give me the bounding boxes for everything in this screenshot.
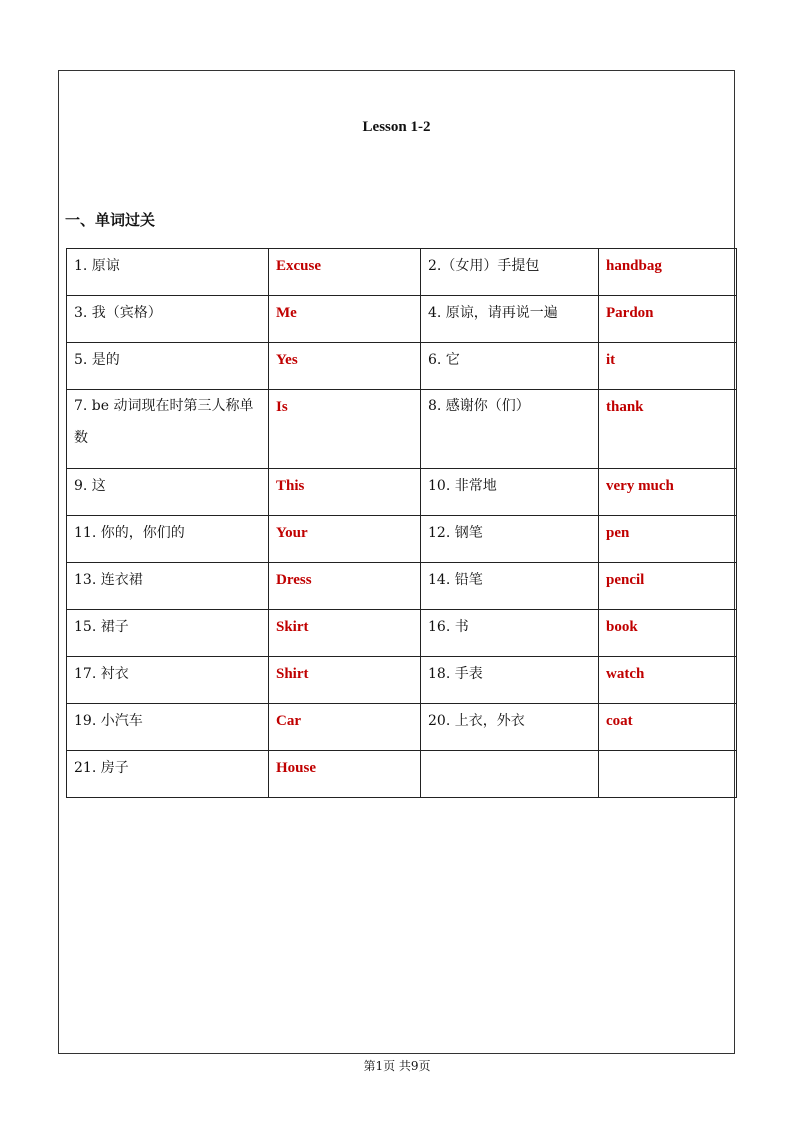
answer-cell: very much	[599, 469, 737, 516]
question-cell: 18. 手表	[421, 657, 599, 704]
answer-cell: Car	[269, 704, 421, 751]
question-cell: 16. 书	[421, 610, 599, 657]
page-footer: 第1页 共9页	[363, 1059, 431, 1073]
table-row	[67, 469, 737, 516]
question-cell: 3. 我（宾格）	[67, 296, 269, 343]
question-cell: 1. 原谅	[67, 249, 269, 296]
question-cell: 12. 钢笔	[421, 516, 599, 563]
table-row	[67, 751, 737, 798]
table-row	[67, 343, 737, 390]
table-row	[67, 657, 737, 704]
answer-cell: This	[269, 469, 421, 516]
table-row	[67, 610, 737, 657]
answer-cell: Your	[269, 516, 421, 563]
page-frame	[58, 70, 735, 1054]
question-cell: 17. 衬衣	[67, 657, 269, 704]
question-cell: 8. 感谢你（们）	[421, 390, 599, 469]
question-cell: 11. 你的，你们的	[67, 516, 269, 563]
answer-cell: pencil	[599, 563, 737, 610]
answer-cell: Pardon	[599, 296, 737, 343]
empty-cell	[421, 751, 599, 798]
answer-cell: coat	[599, 704, 737, 751]
question-cell: 9. 这	[67, 469, 269, 516]
empty-cell	[599, 751, 737, 798]
answer-cell: Me	[269, 296, 421, 343]
table-row	[67, 249, 737, 296]
answer-cell: Shirt	[269, 657, 421, 704]
question-cell: 6. 它	[421, 343, 599, 390]
answer-cell: Is	[269, 390, 421, 469]
answer-cell: watch	[599, 657, 737, 704]
table-row	[67, 704, 737, 751]
answer-cell: Excuse	[269, 249, 421, 296]
lesson-title: Lesson 1-2	[362, 119, 431, 135]
answer-cell: Yes	[269, 343, 421, 390]
table-row	[67, 516, 737, 563]
question-cell: 19. 小汽车	[67, 704, 269, 751]
question-cell: 14. 铅笔	[421, 563, 599, 610]
answer-cell: it	[599, 343, 737, 390]
answer-cell: book	[599, 610, 737, 657]
table-row	[67, 563, 737, 610]
answer-cell: Dress	[269, 563, 421, 610]
table-row	[67, 390, 737, 469]
question-cell: 21. 房子	[67, 751, 269, 798]
question-cell: 7. be 动词现在时第三人称单数	[67, 390, 269, 469]
question-cell: 13. 连衣裙	[67, 563, 269, 610]
answer-cell: House	[269, 751, 421, 798]
question-cell: 2.（女用）手提包	[421, 249, 599, 296]
section-heading: 一、单词过关	[65, 211, 156, 229]
answer-cell: pen	[599, 516, 737, 563]
vocab-table	[66, 248, 737, 798]
question-cell: 15. 裙子	[67, 610, 269, 657]
question-cell: 20. 上衣，外衣	[421, 704, 599, 751]
answer-cell: thank	[599, 390, 737, 469]
answer-cell: handbag	[599, 249, 737, 296]
question-cell: 5. 是的	[67, 343, 269, 390]
answer-cell: Skirt	[269, 610, 421, 657]
question-cell: 10. 非常地	[421, 469, 599, 516]
question-cell: 4. 原谅，请再说一遍	[421, 296, 599, 343]
table-row	[67, 296, 737, 343]
